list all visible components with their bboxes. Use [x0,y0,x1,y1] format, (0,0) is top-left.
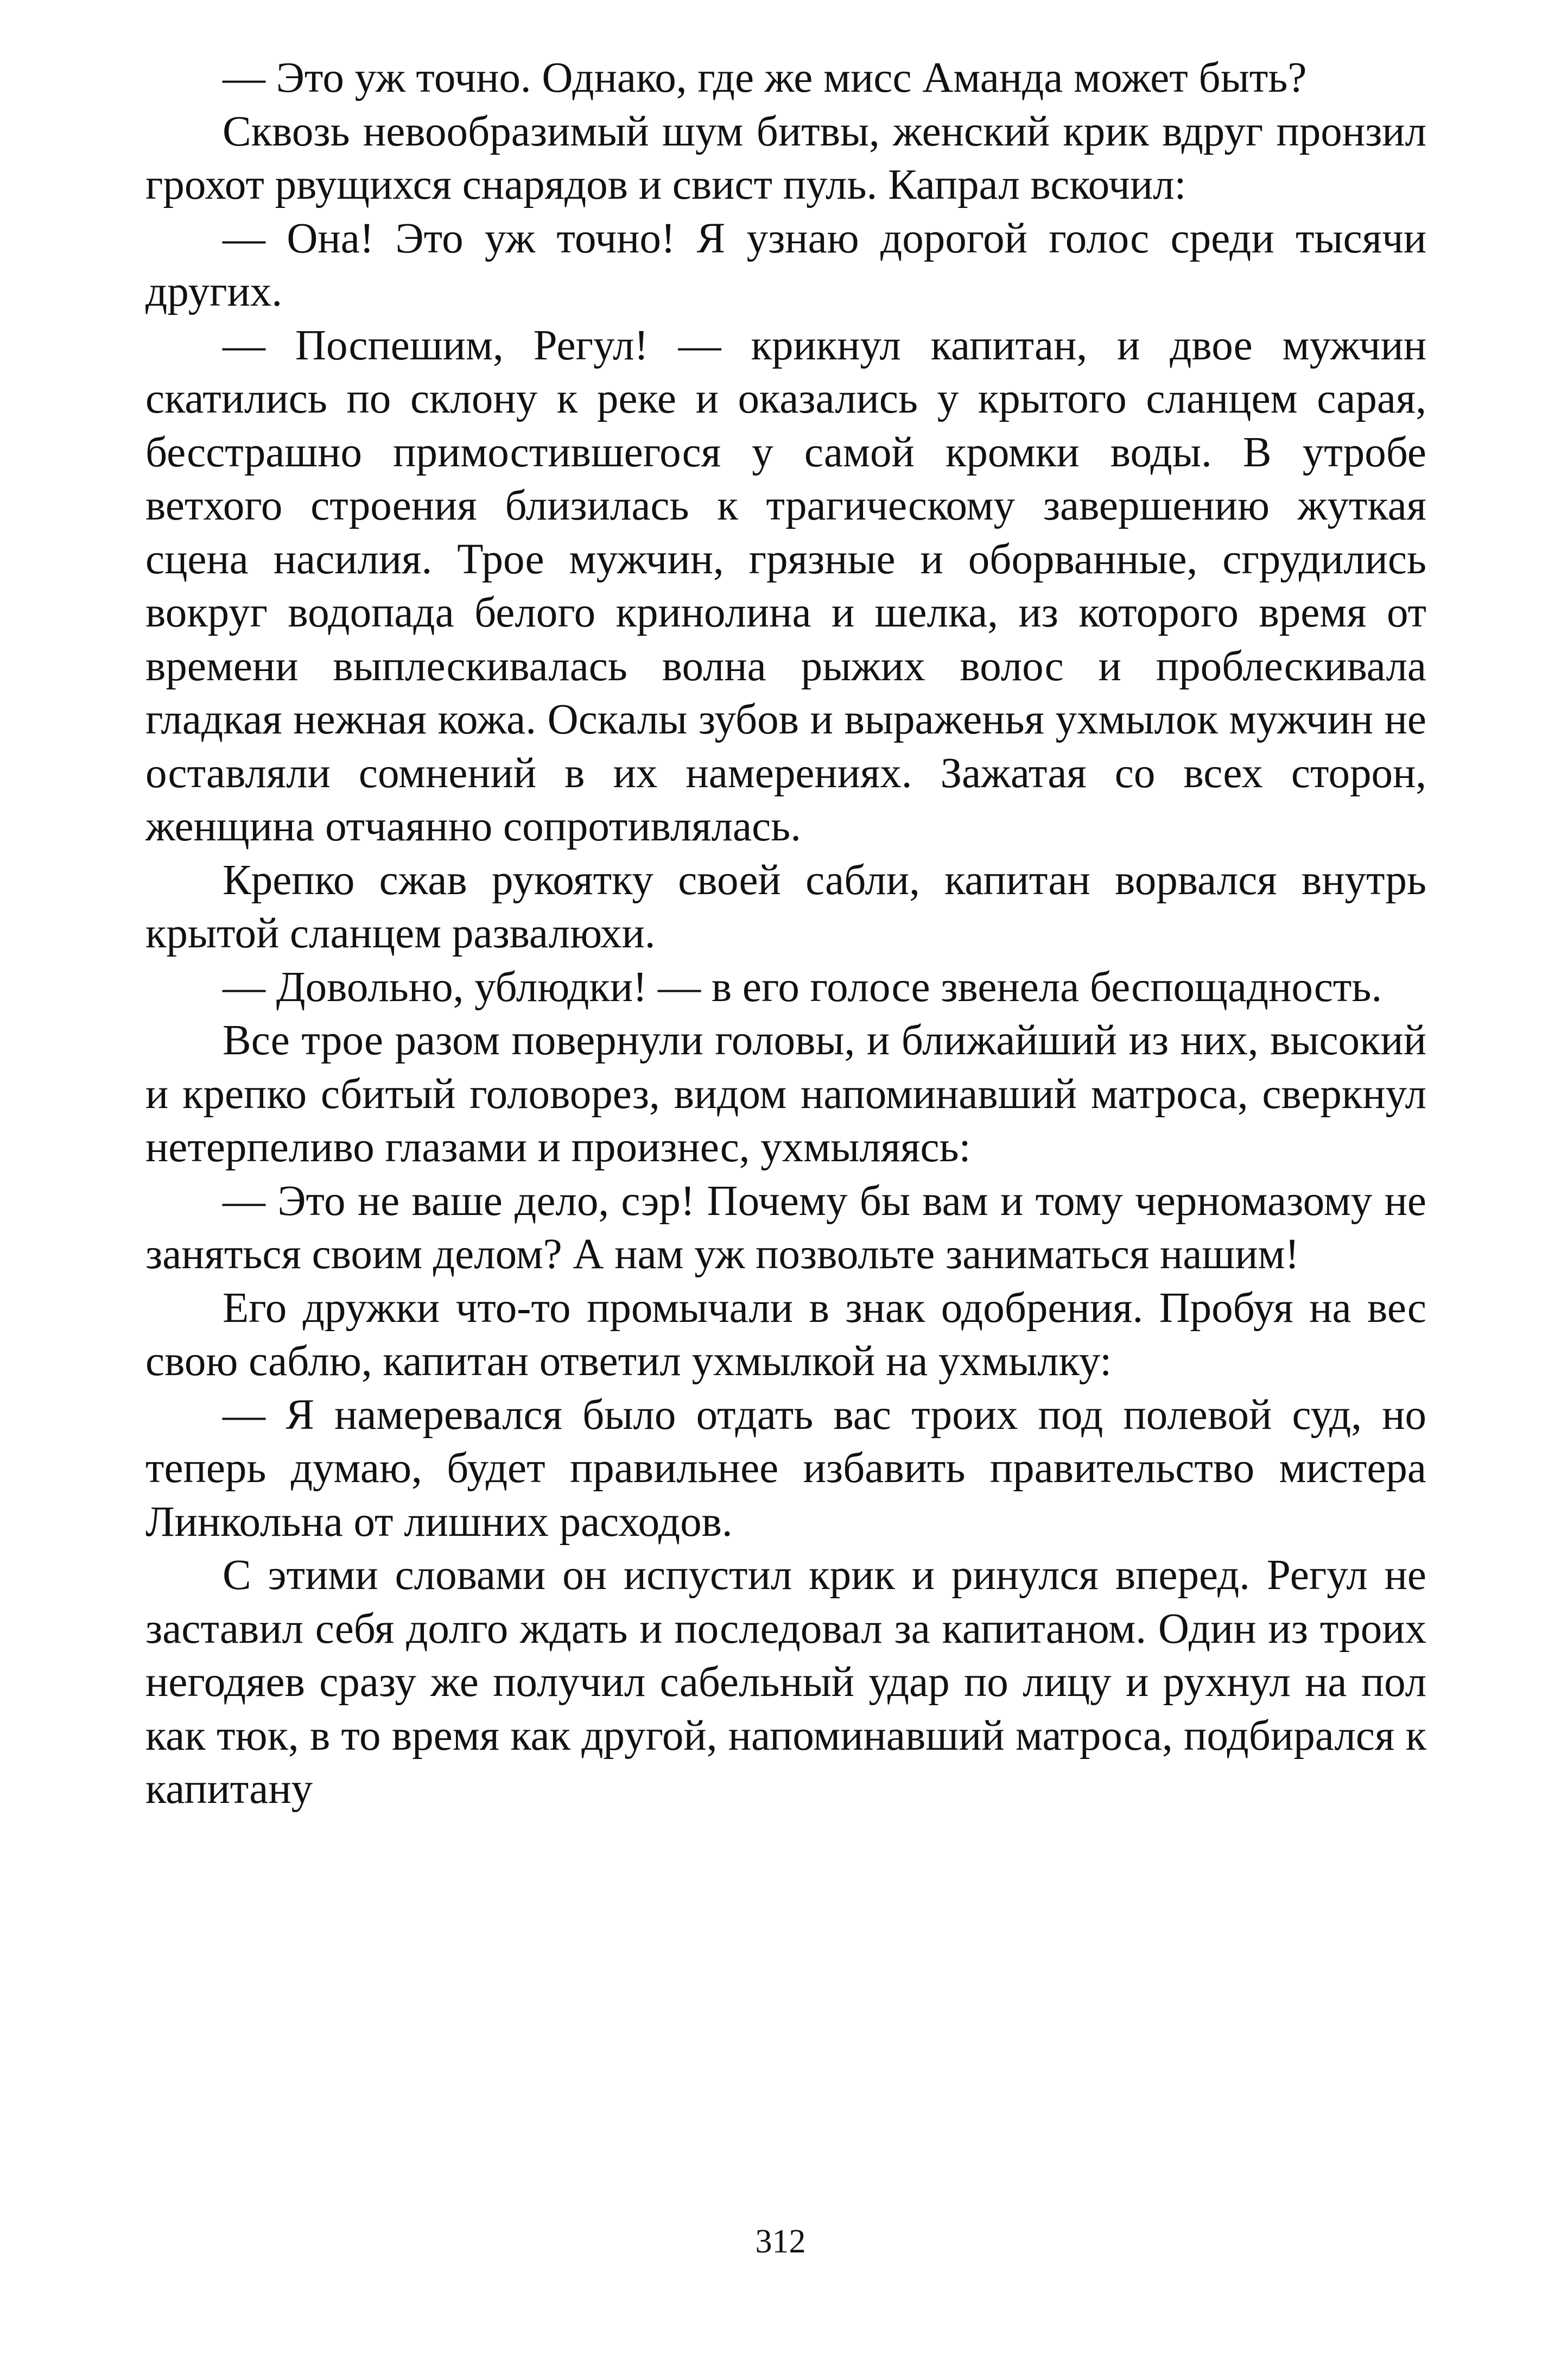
paragraph: — Она! Это уж точно! Я узнаю дорогой голос среди тысячи других. [145,214,1426,315]
paragraph: С этими словами он испустил крик и ринулся вперед. Регул не заставил себя долго ждать и последовал за капитаном. Один из троих негодяев сразу же получил сабельный удар по лицу и рухнул на пол как тюк, в то время как другой, напоминавший матроса, подбирался к капитану [145,1552,1426,1813]
paragraph: Сквозь невообразимый шум битвы, женский крик вдруг пронзил грохот рвущихся снарядов и свист пуль. Капрал вскочил: [145,107,1426,208]
paragraph: — Это уж точно. Однако, где же мисс Аманда может быть? [223,54,1307,102]
paragraph: — Это не ваше дело, сэр! Почему бы вам и тому черномазому не заняться своим делом? А нам уж позвольте заниматься нашим! [145,1177,1426,1278]
paragraph: — Я намеревался было отдать вас троих под полевой суд, но теперь думаю, будет правильнее избавить правительство мистера Линкольна от лишних расходов. [145,1391,1426,1546]
paragraph: Крепко сжав рукоятку своей сабли, капитан ворвался внутрь крытой сланцем развалюхи. [145,856,1426,957]
page-number: 312 [755,2223,806,2260]
paragraph: — Довольно, ублюдки! — в его голосе звенела беспощадность. [223,963,1382,1011]
paragraph: Все трое разом повернули головы, и ближайший из них, высокий и крепко сбитый головорез, видом напоминавший матроса, сверкнул нетерпеливо глазами и произнес, ухмыляясь: [145,1017,1426,1171]
body-text [145,52,1426,1816]
paragraph: — Поспешим, Регул! — крикнул капитан, и двое мужчин скатились по склону к реке и оказались у крытого сланцем сарая, бесстрашно примостившегося у самой кромки воды. В утробе ветхого строения близилась к трагическому завершению жуткая сцена насилия. Трое мужчин, грязные и оборванные, сгрудились вокруг водопада белого кринолина и шелка, из которого время от времени выплескивалась волна рыжих волос и проблескивала гладкая нежная кожа. Оскалы зубов и выраженья ухмылок мужчин не оставляли сомнений в их намерениях. Зажатая со всех сторон, женщина отчаянно сопротивлялась. [145,321,1426,850]
paragraph: Его дружки что-то промычали в знак одобрения. Пробуя на вес свою саблю, капитан ответил ухмылкой на ухмылку: [145,1284,1426,1385]
